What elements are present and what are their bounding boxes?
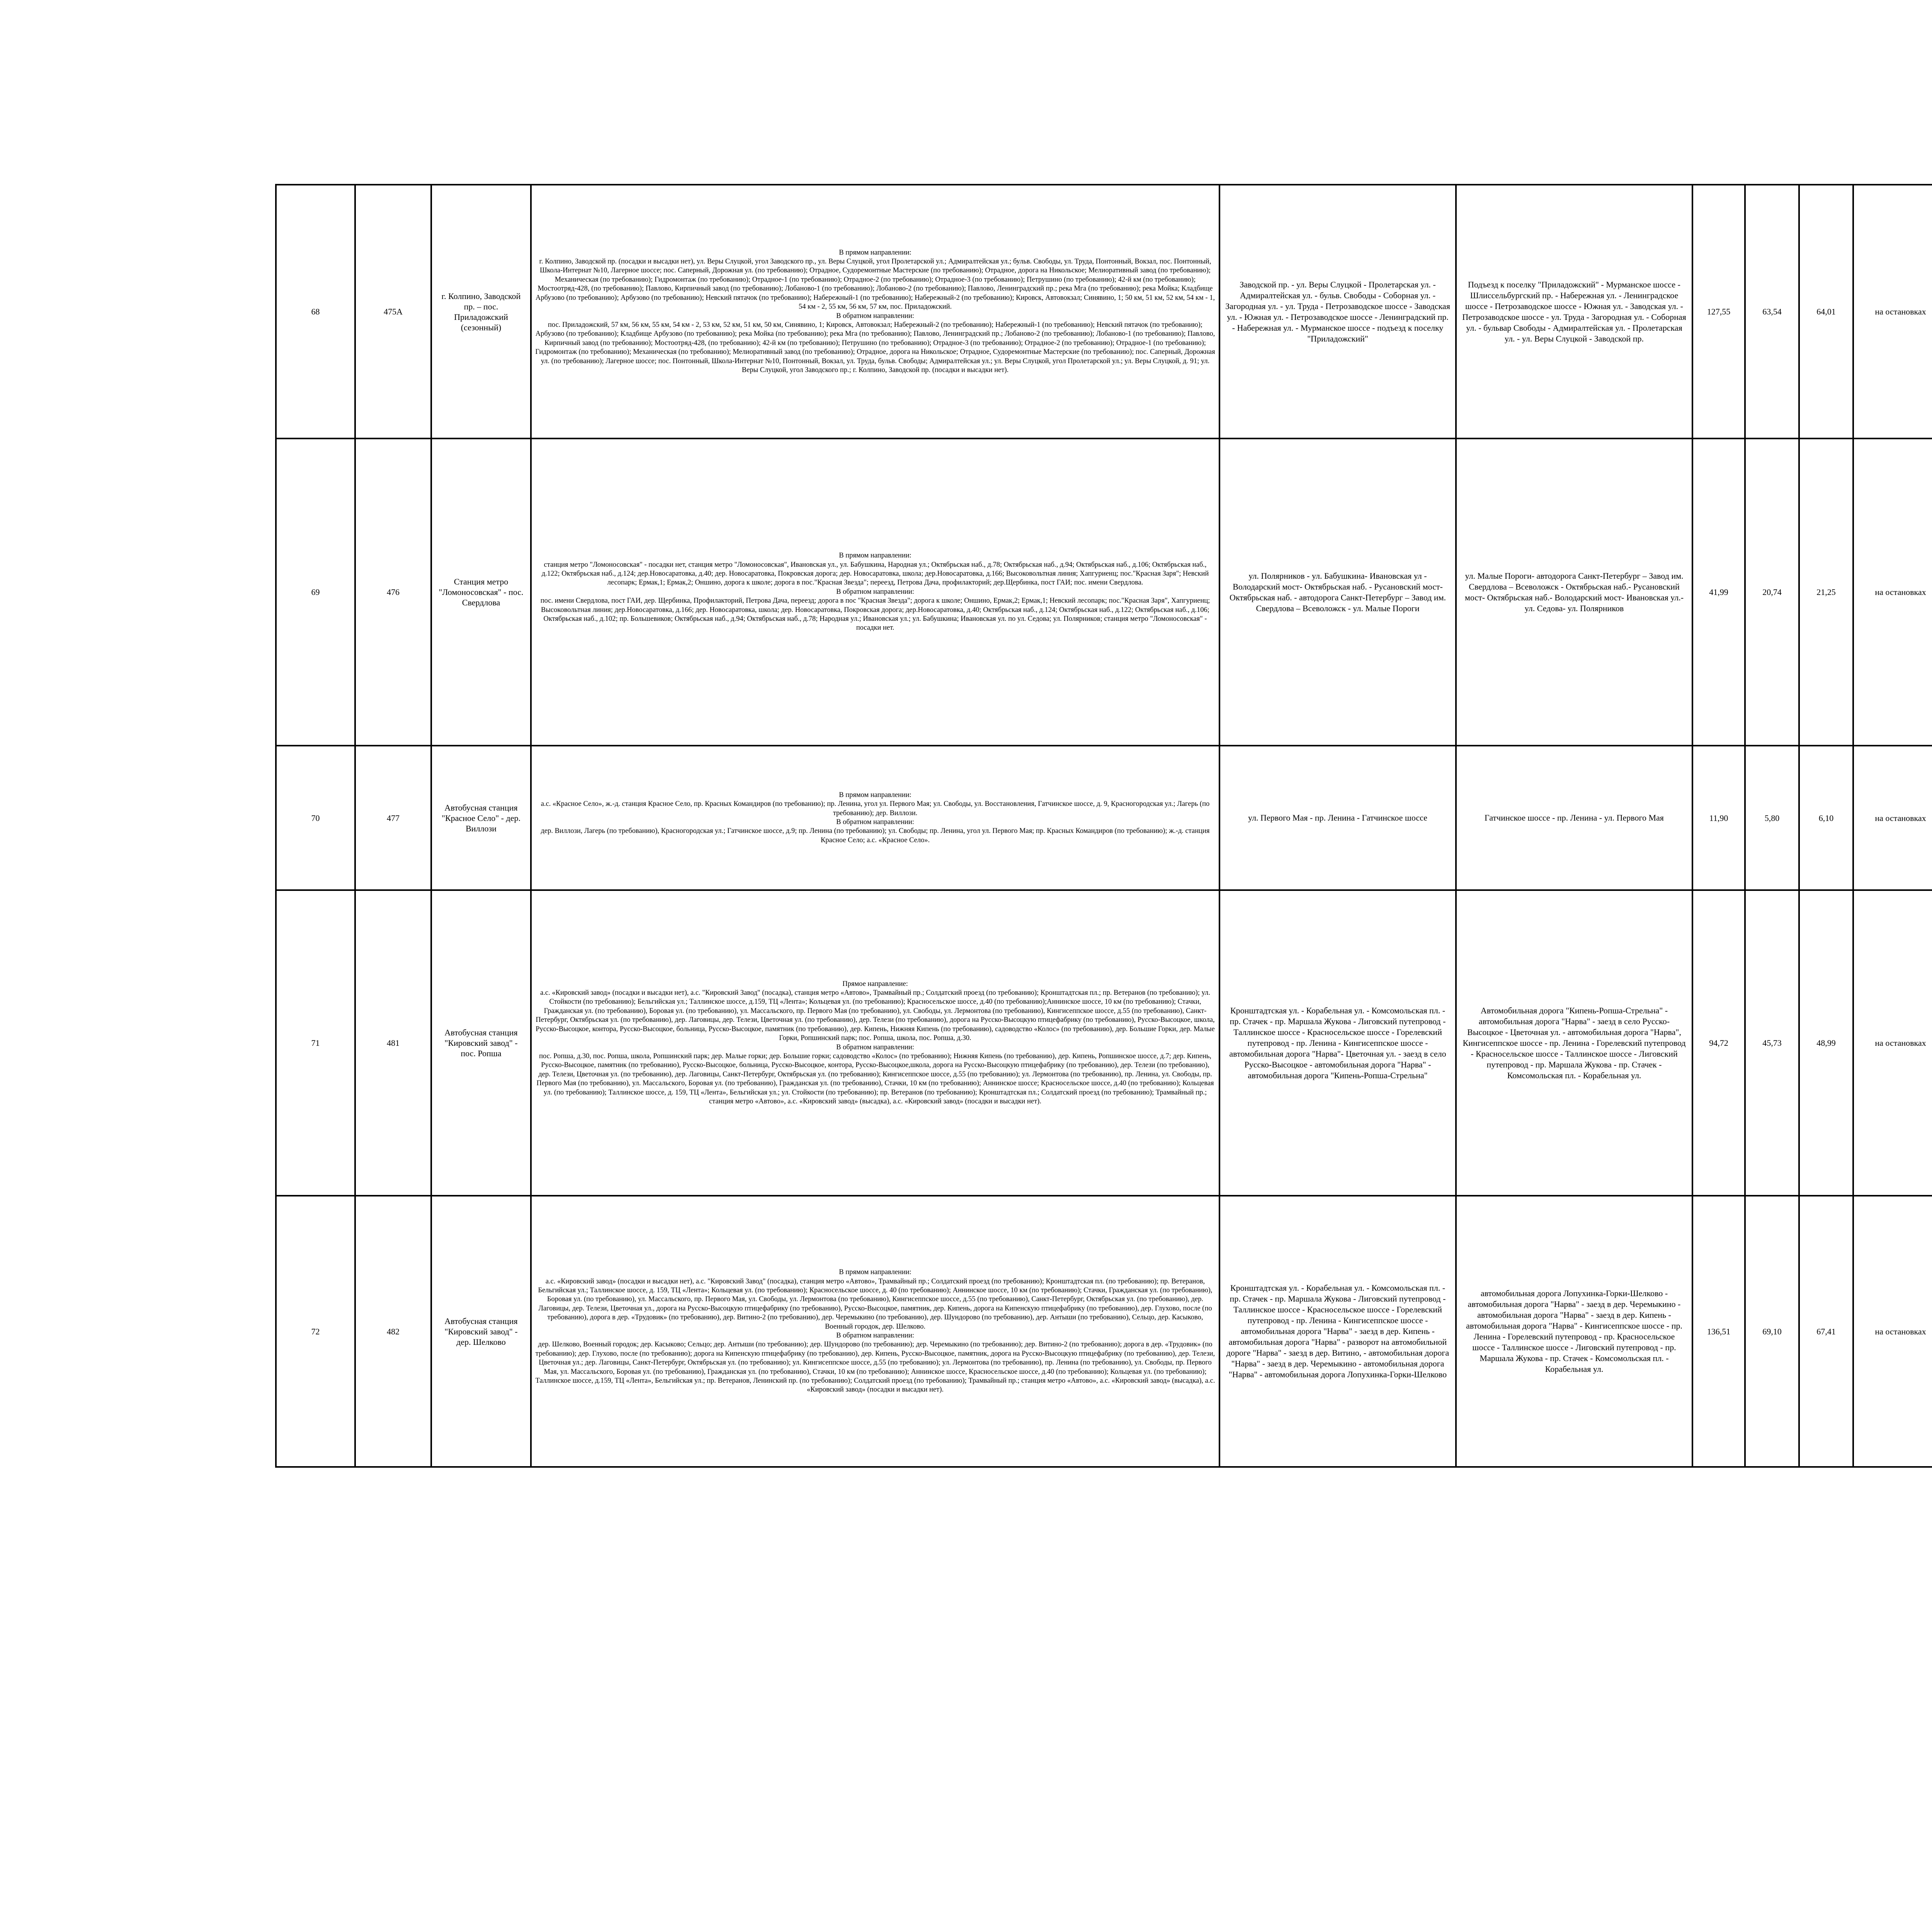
cell-route-name: Станция метро "Ломоносовская" - пос. Свердлова [431, 438, 531, 746]
cell-number: 68 [276, 185, 355, 438]
cell-length-backward: 21,25 [1799, 438, 1853, 746]
cell-reg-number: 476 [355, 438, 431, 746]
cell-stops-list: В прямом направлении: г. Колпино, Заводской пр. (посадки и высадки нет), ул. Веры Слуцкой, угол Заводского пр., ул. Веры Слуцкой, угол Пролетарской ул.; Адмиралтейская ул.; бульв. Свободы, ул. Труда, Понтонный, Вокзал, пос. Понтонный, Школа-Интернат №10, Лагерное шоссе; пос. Саперный, Дорожная ул. (по требованию); Отрадное, Судоремонтные Мастерские (по требованию); Отрадное, дорога на Никольское; Мелиоративный завод (по требованию); Механическая (по требованию); Гидромонтаж (по требованию); Отрадное-1 (по требованию); Отрадное-2 (по требованию); Отрадное-3 (по требованию); Петрушино (по требованию); 42-й км (по требованию); Мостоотряд-428, (по требованию); Павлово, Кирпичный завод (по требованию); Лобаново-1 (по требованию); Лобаново-2 (по требованию); Павлово, Ленинградский пр.; река Мга (по требованию); река Мойка; Кладбище Арбузово (по требованию); Арбузово (по требованию); Невский пятачок (по требованию); Набережный-1 (по требованию); Набережный-2 (по требованию); Кировск, Автовокзал; Синявино, 1; 50 км, 51 км, 52 км, 54 км - 1, 54 км - 2, 55 км, 56 км, 57 км, пос. Приладожский. В обратном направлении: пос. Приладожский, 57 км, 56 км, 55 км, 54 км - 2, 53 км, 52 км, 51 км, 50 км, Синявино, 1; Кировск, Автовокзал; Набережный-2 (по требованию); Набережный-1 (по требованию); Невский пятачок (по требованию); Арбузово (по требованию); Кладбище Арбузово (по требованию); река Мойка (по требованию); река Мга (по требованию); Павлово, Ленинградский пр.; Лобаново-2 (по требованию); Лобаново-1 (по требованию); Павлово, Кирпичный завод (по требованию); Мостоотряд-428, (по требованию); 42-й км (по требованию); Петрушино (по требованию); Отрадное-3 (по требованию); Отрадное-2 (по требованию); Отрадное-1 (по требованию); Гидромонтаж (по требованию); Механическая (по требованию); Мелиоративный завод (по требованию); Отрадное, дорога на Никольское; Отрадное, Судоремонтные Мастерские (по требованию); пос. Саперный, Дорожная ул. (по требованию); Лагерное шоссе; пос. Понтонный, Школа-Интернат №10, Понтонный, Вокзал, ул. Труда, бульв. Свободы; Адмиралтейская ул.; ул. Веры Слуцкой, угол Пролетарской ул.; ул. Веры Слуцкой, д. 91; ул. Веры Слуцкой, угол Заводского пр.; г. Колпино, Заводской пр. (посадки и высадки нет). [531, 185, 1219, 438]
cell-stops-list: В прямом направлении: а.с. «Красное Село», ж.-д. станция Красное Село, пр. Красных Командиров (по требованию); пр. Ленина, угол ул. Первого Мая; ул. Свободы, ул. Восстановления, Гатчинское шоссе, д. 9, Красногородская ул.; Лагерь (по требованию); дер. Виллози. В обратном направлении: дер. Виллози, Лагерь (по требованию), Красногородская ул.; Гатчинское шоссе, д.9; пр. Ленина (по требованию); ул. Свободы; пр. Ленина, угол ул. Первого Мая; пр. Красных Командиров (по требованию); ж.-д. станция Красное Село; а.с. «Красное Село». [531, 746, 1219, 890]
cell-length-total: 136,51 [1692, 1196, 1745, 1467]
cell-number: 69 [276, 438, 355, 746]
cell-stop-order: на остановках [1853, 438, 1932, 746]
cell-length-total: 41,99 [1692, 438, 1745, 746]
cell-route-name: Автобусная станция "Красное Село" - дер. Виллози [431, 746, 531, 890]
cell-stop-order: на остановках [1853, 746, 1932, 890]
cell-length-backward: 6,10 [1799, 746, 1853, 890]
cell-length-backward: 67,41 [1799, 1196, 1853, 1467]
cell-length-forward: 45,73 [1745, 890, 1799, 1196]
cell-length-forward: 69,10 [1745, 1196, 1799, 1467]
cell-streets-forward: Кронштадтская ул. - Корабельная ул. - Комсомольская пл. - пр. Стачек - пр. Маршала Жукова - Лиговский путепровод - Таллинское шоссе - Красносельское шоссе - Горелевский путепровод - пр. Ленина - Кингисеппское шоссе - автомобильная дорога "Нарва" - заезд в дер. Кипень - автомобильная дорога "Нарва" - разворот на автомобильной дороге "Нарва" - заезд в дер. Витино, - автомобильная дорога "Нарва" - заезд в дер. Черемыкино - автомобильная дорога "Нарва" - автомобильная дорога Лопухинка-Горки-Шелково [1219, 1196, 1456, 1467]
cell-streets-backward: Автомобильная дорога "Кипень-Ропша-Стрельна" - автомобильная дорога "Нарва" - заезд в село Русско-Высоцкое - Цветочная ул. - автомобильная дорога "Нарва", Кингисеппское шоссе - пр. Ленина - Горелевский путепровод - Красносельское шоссе - Таллинское шоссе - Лиговский путепровод - пр. Маршала Жукова - пр. Стачек - Комсомольская пл. - Корабельная ул. [1456, 890, 1692, 1196]
cell-length-forward: 20,74 [1745, 438, 1799, 746]
table-row-71 [276, 890, 1932, 1196]
cell-stop-order: на остановках [1853, 185, 1932, 438]
cell-length-total: 94,72 [1692, 890, 1745, 1196]
cell-route-name: Автобусная станция "Кировский завод" - дер. Шелково [431, 1196, 531, 1467]
cell-number: 70 [276, 746, 355, 890]
cell-length-backward: 64,01 [1799, 185, 1853, 438]
cell-streets-forward: Заводской пр. - ул. Веры Слуцкой - Пролетарская ул. - Адмиралтейская ул. - бульв. Свободы - Соборная ул. - Загородная ул. - ул. Труда - Петрозаводское шоссе - Заводская ул. - Южная ул. - Петрозаводское шоссе - Ленинградский пр. - Набережная ул. - Мурманское шоссе - подъезд к поселку "Приладожский" [1219, 185, 1456, 438]
cell-stops-list: В прямом направлении: а.с. «Кировский завод» (посадки и высадки нет), а.с. "Кировский Завод" (посадка), станция метро «Автово», Трамвайный пр.; Солдатский проезд (по требованию); Кронштадтская пл. (по требованию); пр. Ветеранов, Бельгийская ул.; Таллинское шоссе, д. 159, ТЦ «Лента»; Кольцевая ул. (по требованию); Красносельское шоссе, д. 40 (по требованию); Аннинское шоссе, 10 км (по требованию); Стачки, Гражданская ул. (по требованию), Боровая ул. (по требованию), ул. Массальского, пр. Первого Мая, ул. Свободы, ул. Лермонтова (по требованию), Кингисеппское шоссе, д.55 (по требованию), Санкт-Петербург, Октябрьская ул. (по требованию), дер. Лаговицы, дер. Телези, Цветочная ул., дорога на Русско-Высоцкую птицефабрику (по требованию), Русско-Высоцкое, памятник, дер. Кипень, дорога на Кипенскую птицефабрику (по требованию), дер. Глухово, после (по требованию), дорога в дер. «Трудовик» (по требованию), дер. Витино-2 (по требованию), дер. Черемыкино (по требованию), дер. Шундорово (по требованию), дер. Антыши (по требованию), Сельцо, дер. Касыково, Военный городок, дер. Шелково. В обратном направлении: дер. Шелково, Военный городок; дер. Касыково; Сельцо; дер. Антыши (по требованию); дер. Шундорово (по требованию); дер. Черемыкино (по требованию); дер. Витино-2 (по требованию); дорога в дер. «Трудовик» (по требованию); дер. Глухово, после (по требованию); дорога на Кипенскую птицефабрику (по требованию), дер. Кипень, Русско-Высоцкое, памятник, дорога на Русско-Высоцкую птицефабрику (по требованию), дер. Телези, Цветочная ул.; дер. Лаговицы, Санкт-Петербург, Октябрьская ул. (по требованию); ул. Кингисеппское шоссе, д.55 (по требованию); ул. Лермонтова (по требованию), пр. Ленина (по требованию), ул. Свободы, пр. Первого Мая, ул. Массальского, Боровая ул. (по требованию), Гражданская ул. (по требованию), Стачки, 10 км (по требованию); Аннинское шоссе, Красносельское шоссе, д.40 (по требованию); Кольцевая ул. (по требованию); Таллинское шоссе, д.159, ТЦ «Лента», Бельгийская ул.; пр. Ветеранов, Ленинский пр. (по требованию); Солдатский проезд (по требованию); Трамвайный пр.; станция метро «Автово», а.с. «Кировский завод» (высадка), а.с. «Кировский завод» (посадки и высадки нет). [531, 1196, 1219, 1467]
registry-sheet [275, 184, 1932, 1468]
cell-stops-list: В прямом направлении: станция метро "Ломоносовская" - посадки нет, станция метро "Ломоносовская", Ивановская ул., ул. Бабушкина, Народная ул.; Октябрьская наб., д.78; Октябрьская наб., д.94; Октябрьская наб., д.106; Октябрьская наб., д.122; Октябрьская наб., д.124; дер.Новосаратовка, д.40; дер. Новосаратовка, Покровская дорога; дер. Новосаратовка, школа; дер.Новосаратовка, д.166; Высоковольтная линия; Хапгуриенц; пос."Красная Заря"; Невский лесопарк; Ермак,1; Ермак,2; Оншино, дорога к школе; дорога в пос."Красная Звезда"; переезд, Петрова Дача, профилакторий; дер.Щербинка, пост ГАИ; пос. имени Свердлова. В обратном направлении: пос. имени Свердлова, пост ГАИ, дер. Щербинка, Профилакторий, Петрова Дача, переезд; дорога в пос "Красная Звезда"; дорога к школе; Оншино, Ермак,2; Ермак,1; Невский лесопарк; пос."Красная Заря", Хапгуриенц; Высоковольтная линия; дер.Новосаратовка, д.166; дер. Новосаратовка, школа; дер. Новосаратовка, Покровская дорога; дер.Новосаратовка, д.40; Октябрьская наб., д.124; Октябрьская наб., д.122; Октябрьская наб., д.106; Октябрьская наб., д.102; пр. Большевиков; Октябрьская наб., д.94; Октябрьская наб., д.78; Народная ул.; Ивановская ул.; ул. Бабушкина; Ивановская ул. по ул. Седова; ул. Полярников; станция метро "Ломоносовская" - посадки нет. [531, 438, 1219, 746]
cell-reg-number: 482 [355, 1196, 431, 1467]
cell-streets-backward: Подъезд к поселку "Приладожский" - Мурманское шоссе - Шлиссельбургский пр. - Набережная ул. - Ленинградское шоссе - Петрозаводское шоссе - Южная ул. - Заводская ул. - Петрозаводское шоссе - ул. Труда - Загородная ул. - Соборная ул. - бульвар Свободы - Адмиралтейская ул. - Пролетарская ул. - ул. Веры Слуцкой - Заводской пр. [1456, 185, 1692, 438]
cell-route-name: Автобусная станция "Кировский завод" - пос. Ропша [431, 890, 531, 1196]
route-registry-table [275, 184, 1932, 1468]
cell-length-backward: 48,99 [1799, 890, 1853, 1196]
cell-number: 71 [276, 890, 355, 1196]
cell-streets-backward: ул. Малые Пороги- автодорога Санкт-Петербург – Завод им. Свердлова – Всеволожск - Октябрьская наб.- Русановский мост- Октябрьская наб.- Володарский мост- Ивановская ул.- ул. Седова- ул. Полярников [1456, 438, 1692, 746]
cell-length-total: 11,90 [1692, 746, 1745, 890]
cell-length-forward: 5,80 [1745, 746, 1799, 890]
cell-length-total: 127,55 [1692, 185, 1745, 438]
table-row-69 [276, 438, 1932, 746]
cell-streets-backward: автомобильная дорога Лопухинка-Горки-Шелково - автомобильная дорога "Нарва" - заезд в дер. Черемыкино - автомобильная дорога "Нарва" - заезд в дер. Кипень - автомобильная дорога "Нарва" - Кингисеппское шоссе - пр. Ленина - Горелевский путепровод - пр. Красносельское шоссе - Таллинское шоссе - Лиговский путепровод - пр. Маршала Жукова - пр. Стачек - Комсомольская пл. - Корабельная ул. [1456, 1196, 1692, 1467]
cell-streets-backward: Гатчинское шоссе - пр. Ленина - ул. Первого Мая [1456, 746, 1692, 890]
cell-stop-order: на остановках [1853, 890, 1932, 1196]
cell-reg-number: 481 [355, 890, 431, 1196]
cell-reg-number: 477 [355, 746, 431, 890]
cell-streets-forward: ул. Полярников - ул. Бабушкина- Ивановская ул - Володарский мост- Октябрьская наб. - Русановский мост- Октябрьская наб. - автодорога Санкт-Петербург – Завод им. Свердлова – Всеволожск - ул. Малые Пороги [1219, 438, 1456, 746]
cell-streets-forward: Кронштадтская ул. - Корабельная ул. - Комсомольская пл. - пр. Стачек - пр. Маршала Жукова - Лиговский путепровод - Таллинское шоссе - Красносельское шоссе - Горелевский путепровод - пр. Ленина - Кингисеппское шоссе - автомобильная дорога "Нарва"- Цветочная ул. - заезд в село Русско-Высоцкое - автомобильная дорога "Нарва" - автомобильная дорога "Кипень-Ропша-Стрельна" [1219, 890, 1456, 1196]
cell-length-forward: 63,54 [1745, 185, 1799, 438]
cell-reg-number: 475А [355, 185, 431, 438]
table-row-72 [276, 1196, 1932, 1467]
cell-number: 72 [276, 1196, 355, 1467]
table-row-70 [276, 746, 1932, 890]
cell-streets-forward: ул. Первого Мая - пр. Ленина - Гатчинское шоссе [1219, 746, 1456, 890]
cell-route-name: г. Колпино, Заводской пр. – пос. Приладожский (сезонный) [431, 185, 531, 438]
cell-stops-list: Прямое направление: а.с. «Кировский завод» (посадки и высадки нет), а.с. "Кировский Завод" (посадка), станция метро «Автово», Трамвайный пр.; Солдатский проезд (по требованию); Кронштадтская пл.; пр. Ветеранов (по требованию); ул. Стойкости (по требованию); Бельгийская ул.; Таллинское шоссе, д.159, ТЦ «Лента»; Кольцевая ул. (по требованию); Красносельское шоссе, д.40 (по требованию);Аннинское шоссе, 10 км (по требованию); Стачки, Гражданская ул. (по требованию), Боровая ул. (по требованию), ул. Массальского, пр. Первого Мая (по требованию), ул. Свободы, ул. Лермонтова (по требованию), Кингисеппское шоссе, д.55 (по требованию), Санкт-Петербург, Октябрьская ул. (по требованию), дер. Лаговицы, дер. Телези, Цветочная ул. (по требованию), дер. Телези (по требованию), дорога на Русско-Высоцкую птицефабрику (по требованию), Русско-Высоцкое, школа, Русско-Высоцкое, контора, Русско-Высоцкое, больница, Русско-Высоцкое, памятник (по требованию), дер. Кипень, Нижняя Кипень (по требованию), садоводство «Колос» (по требованию), дер. Большие Горки, дер. Малые Горки, Ропшинский парк; пос. Ропша, школа, пос. Ропша, д.30. В обратном направлении: пос. Ропша, д.30, пос. Ропша, школа, Ропшинский парк; дер. Малые горки; дер. Большие горки; садоводство «Колос» (по требованию); Нижняя Кипень (по требованию), дер. Кипень, Ропшинское шоссе, д.7; дер. Кипень, Русско-Высоцкое, памятник (по требованию), Русско-Высоцкое, больница, Русско-Высоцкое, контора, Русско-Высоцкое,школа, дорога на Русско-Высоцкую птицефабрику (по требованию), дер. Телези (по требованию), дер. Телези, Цветочная ул. (по требованию), дер. Лаговицы, Санкт-Петербург, Октябрьская ул. (по требованию); Кингисеппское шоссе, д.55 (по требованию); ул. Лермонтова (по требованию), пр. Ленина, ул. Свободы, пр. Первого Мая (по требованию), ул. Массальского, Боровая ул. (по требованию), Гражданская ул. (по требованию), Стачки, 10 км (по требованию); Аннинское шоссе; Красносельское шоссе, д.40 (по требованию); Кольцевая ул. (по требованию); Таллинское шоссе, д. 159, ТЦ «Лента», Бельгийская ул.; ул. Стойкости (по требованию); пр. Ветеранов (по требованию); Кронштадтская пл.; Солдатский проезд (по требованию); Трамвайный пр.; станция метро «Автово», а.с. «Кировский завод» (высадка), а.с. «Кировский завод» (посадки и высадки нет). [531, 890, 1219, 1196]
cell-stop-order: на остановках [1853, 1196, 1932, 1467]
table-row-68 [276, 185, 1932, 438]
